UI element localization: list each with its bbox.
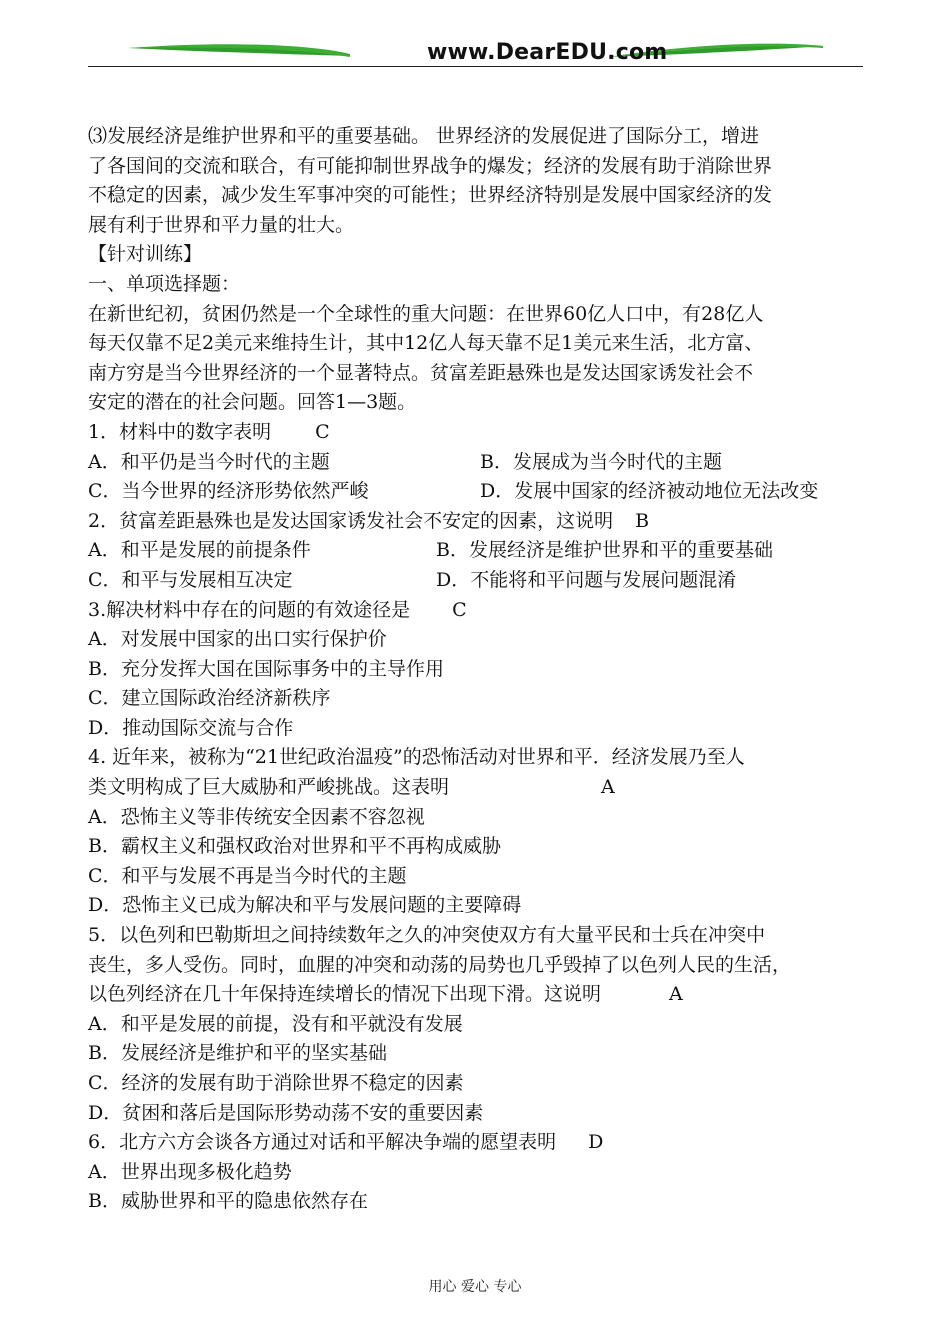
question-stem-text: 类文明构成了巨大威胁和严峻挑战。这表明 bbox=[88, 776, 450, 799]
option-b: B．发展经济是维护世界和平的重要基础 bbox=[436, 539, 773, 562]
answer-key: A bbox=[669, 983, 683, 1006]
material-line: 在新世纪初，贫困仍然是一个全球性的重大问题：在世界60亿人口中，有28亿人 bbox=[88, 302, 764, 325]
question-stem-text: 6．北方六方会谈各方通过对话和平解决争端的愿望表明 bbox=[88, 1131, 557, 1154]
option-d: D．发展中国家的经济被动地位无法改变 bbox=[480, 480, 819, 503]
question-4-stem: 4. 近年来，被称为“21世纪政治温疫”的恐怖活动对世界和平．经济发展乃至人 bbox=[88, 746, 745, 769]
option-a: A．和平是发展的前提，没有和平就没有发展 bbox=[88, 1012, 463, 1035]
option-a: A．和平仍是当今时代的主题 bbox=[88, 450, 330, 473]
option-a: A．对发展中国家的出口实行保护价 bbox=[88, 628, 387, 651]
option-a: A．和平是发展的前提条件 bbox=[88, 539, 311, 562]
question-4-stem bbox=[88, 773, 868, 803]
option-row bbox=[88, 536, 868, 566]
option-c: C．建立国际政治经济新秩序 bbox=[88, 687, 331, 710]
option-b: B．霸权主义和强权政治对世界和平不再构成威胁 bbox=[88, 835, 501, 858]
page-footer: 用心 爱心 专心 bbox=[428, 1279, 522, 1295]
material-line: 南方穷是当今世界经济的一个显著特点。贫富差距悬殊也是发达国家诱发社会不 bbox=[88, 361, 754, 384]
option-d: D．贫困和落后是国际形势动荡不安的重要因素 bbox=[88, 1101, 484, 1124]
answer-key: A bbox=[601, 776, 615, 799]
intro-line: 不稳定的因素，减少发生军事冲突的可能性；世界经济特别是发展中国家经济的发 bbox=[88, 184, 773, 207]
option-b: B．发展经济是维护和平的坚实基础 bbox=[88, 1042, 387, 1065]
question-5-stem: 丧生，多人受伤。同时，血腥的冲突和动荡的局势也几乎毁掉了以色列人民的生活， bbox=[88, 953, 792, 976]
subsection-title: 一、单项选择题： bbox=[88, 272, 241, 295]
option-d: D．恐怖主义已成为解决和平与发展问题的主要障碍 bbox=[88, 894, 522, 917]
answer-key: D bbox=[588, 1131, 604, 1154]
intro-line: 展有利于世界和平力量的壮大。 bbox=[88, 213, 355, 236]
option-c: C．当今世界的经济形势依然严峻 bbox=[88, 480, 369, 503]
answer-key: C bbox=[452, 598, 467, 621]
document-body bbox=[88, 122, 868, 1217]
option-a: A．世界出现多极化趋势 bbox=[88, 1160, 292, 1183]
question-1-stem bbox=[88, 418, 868, 448]
option-c: C．经济的发展有助于消除世界不稳定的因素 bbox=[88, 1072, 464, 1094]
option-b: B．威胁世界和平的隐患依然存在 bbox=[88, 1190, 368, 1213]
material-line: 安定的潜在的社会问题。回答1—3题。 bbox=[88, 391, 417, 414]
question-3-stem bbox=[88, 596, 868, 626]
option-c: C．和平与发展相互决定 bbox=[88, 568, 293, 591]
option-a: A．恐怖主义等非传统安全因素不容忽视 bbox=[88, 805, 425, 828]
option-row bbox=[88, 477, 868, 507]
option-row bbox=[88, 566, 868, 596]
question-stem-text: 3.解决材料中存在的问题的有效途径是 bbox=[88, 598, 411, 621]
answer-key: C bbox=[315, 420, 330, 443]
option-d: D．不能将和平问题与发展问题混淆 bbox=[436, 568, 737, 591]
question-5-stem: 5．以色列和巴勒斯坦之间持续数年之久的冲突使双方有大量平民和士兵在冲突中 bbox=[88, 924, 766, 947]
header-divider bbox=[88, 66, 863, 67]
question-stem-text: 以色列经济在几十年保持连续增长的情况下出现下滑。这说明 bbox=[88, 983, 602, 1006]
material-line: 每天仅靠不足2美元来维持生计，其中12亿人每天靠不足1美元来生活，北方富、 bbox=[88, 332, 764, 355]
option-b: B．发展成为当今时代的主题 bbox=[480, 450, 722, 473]
question-5-stem bbox=[88, 980, 868, 1010]
answer-key: B bbox=[635, 509, 650, 532]
intro-line: ⑶发展经济是维护世界和平的重要基础。 世界经济的发展促进了国际分工，增进 bbox=[88, 125, 760, 147]
intro-line: 了各国间的交流和联合，有可能抑制世界战争的爆发；经济的发展有助于消除世界 bbox=[88, 154, 773, 177]
question-stem-text: 2．贫富差距悬殊也是发达国家诱发社会不安定的因素，这说明 bbox=[88, 509, 614, 532]
question-6-stem bbox=[88, 1128, 868, 1158]
question-2-stem bbox=[88, 507, 868, 537]
option-row bbox=[88, 448, 868, 478]
option-c: C．和平与发展不再是当今时代的主题 bbox=[88, 864, 407, 887]
option-d: D．推动国际交流与合作 bbox=[88, 716, 294, 739]
question-stem-text: 1．材料中的数字表明 bbox=[88, 420, 272, 443]
section-title: 【针对训练】 bbox=[88, 243, 203, 266]
option-b: B．充分发挥大国在国际事务中的主导作用 bbox=[88, 657, 444, 680]
site-logo-text[interactable]: www.DearEDU.com bbox=[427, 40, 668, 65]
